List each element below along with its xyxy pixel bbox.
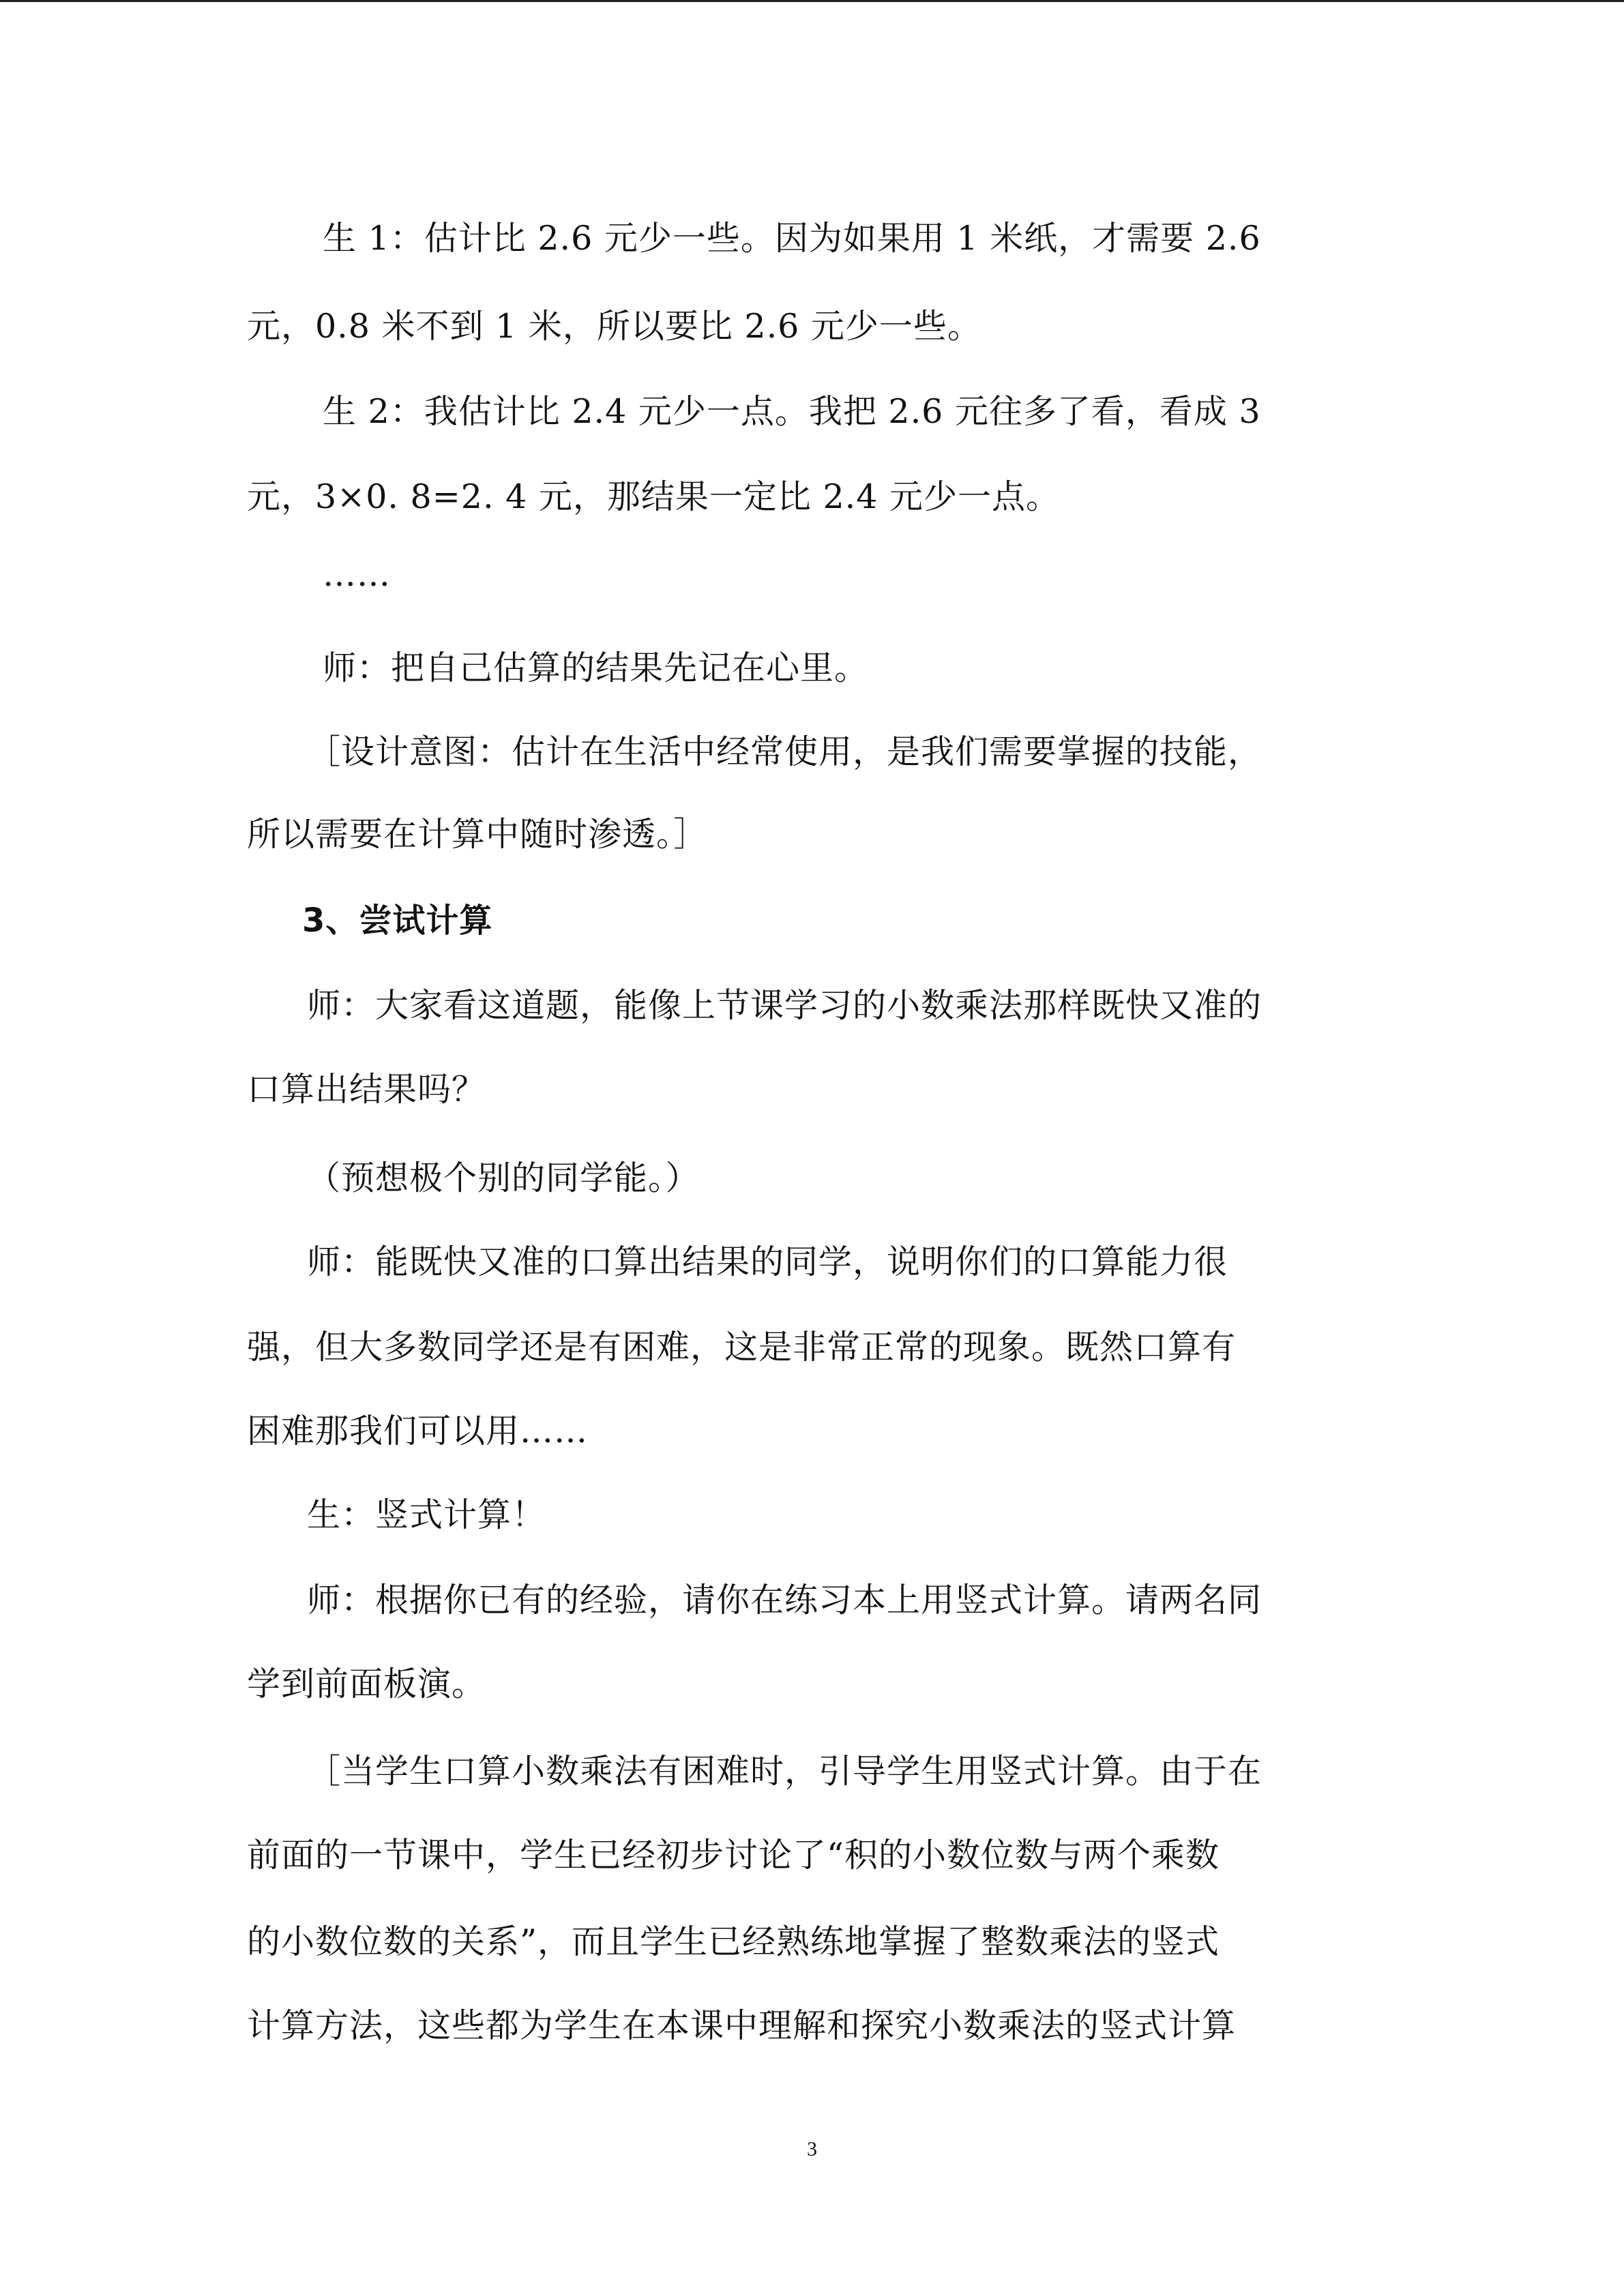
paragraph-line: 口算出结果吗？ — [247, 1070, 486, 1109]
paragraph-line: 元，3×0. 8=2. 4 元，那结果一定比 2.4 元少一点。 — [247, 477, 1060, 516]
paragraph-line: 计算方法，这些都为学生在本课中理解和探究小数乘法的竖式计算 — [247, 2006, 1237, 2045]
paragraph-line: 困难那我们可以用…… — [247, 1412, 589, 1450]
ellipsis-line: …… — [323, 555, 391, 594]
paragraph-line: 师：根据你已有的经验，请你在练习本上用竖式计算。请两名同 — [307, 1581, 1263, 1620]
paragraph-line: 所以需要在计算中随时渗透。］ — [247, 815, 708, 854]
paragraph-line: ［设计意图：估计在生活中经常使用，是我们需要掌握的技能， — [307, 732, 1263, 771]
paragraph-line: 生：竖式计算！ — [307, 1495, 546, 1534]
paragraph-line: 师：大家看这道题，能像上节课学习的小数乘法那样既快又准的 — [307, 986, 1263, 1025]
page-number: 3 — [807, 2138, 817, 2160]
paragraph-line: ［当学生口算小数乘法有困难时，引导学生用竖式计算。由于在 — [307, 1752, 1263, 1791]
paragraph-line: 强，但大多数同学还是有困难，这是非常正常的现象。既然口算有 — [247, 1328, 1237, 1367]
paragraph-line: 前面的一节课中，学生已经初步讨论了“积的小数位数与两个乘数 — [247, 1836, 1220, 1875]
paragraph-line: 的小数位数的关系”，而且学生已经熟练地掌握了整数乘法的竖式 — [247, 1922, 1220, 1961]
paragraph-line: 生 1：估计比 2.6 元少一些。因为如果用 1 米纸，才需要 2.6 — [323, 219, 1261, 258]
paragraph-line: 师：把自己估算的结果先记在心里。 — [323, 648, 869, 687]
paragraph-line: 元，0.8 米不到 1 米，所以要比 2.6 元少一些。 — [247, 307, 981, 346]
paragraph-line: （预想极个别的同学能。） — [307, 1159, 700, 1197]
paragraph-line: 生 2：我估计比 2.4 元少一点。我把 2.6 元往多了看，看成 3 — [323, 392, 1261, 431]
paragraph-line: 学到前面板演。 — [247, 1665, 486, 1703]
section-heading: 3、尝试计算 — [302, 901, 493, 940]
paragraph-line: 师：能既快又准的口算出结果的同学，说明你们的口算能力很 — [307, 1242, 1228, 1281]
